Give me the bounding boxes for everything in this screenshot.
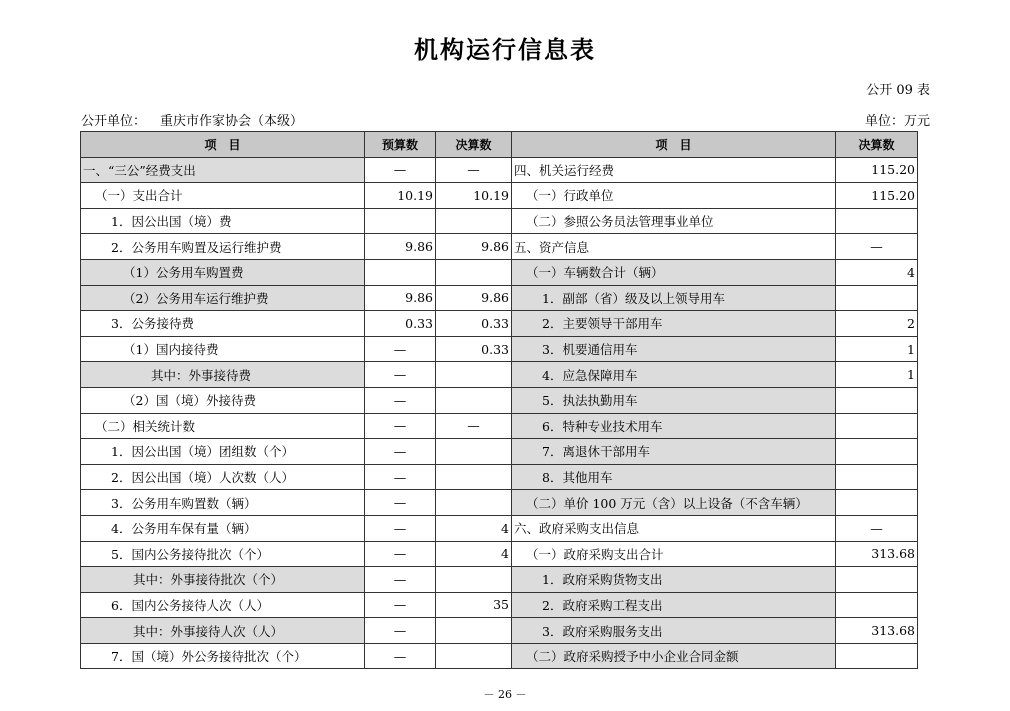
operations-info-table bbox=[80, 131, 918, 669]
row-final-left bbox=[436, 387, 512, 413]
header-budget: 预算数 bbox=[365, 132, 436, 158]
row-budget bbox=[365, 259, 436, 285]
row-final-right bbox=[836, 285, 918, 311]
row-final-left bbox=[436, 643, 512, 669]
row-final-left: 35 bbox=[436, 592, 512, 618]
table-row bbox=[81, 439, 918, 465]
row-final-right bbox=[836, 464, 918, 490]
row-final-left bbox=[436, 567, 512, 593]
row-final-left: 9.86 bbox=[436, 234, 512, 260]
row-final-left bbox=[436, 464, 512, 490]
row-item-right: 六、政府采购支出信息 bbox=[512, 515, 836, 541]
row-budget: — bbox=[365, 643, 436, 669]
row-final-left: 10.19 bbox=[436, 183, 512, 209]
table-row bbox=[81, 592, 918, 618]
row-item-left: 3．公务用车购置数（辆） bbox=[81, 490, 365, 516]
row-final-right: 2 bbox=[836, 311, 918, 337]
table-row bbox=[81, 387, 918, 413]
row-item-right: 2．主要领导干部用车 bbox=[512, 311, 836, 337]
row-item-left: 其中：外事接待人次（人） bbox=[81, 618, 365, 644]
table-header-row bbox=[81, 132, 918, 158]
reporting-unit bbox=[81, 110, 317, 129]
table-row bbox=[81, 464, 918, 490]
table-row bbox=[81, 515, 918, 541]
row-item-right: （二）参照公务员法管理事业单位 bbox=[512, 208, 836, 234]
row-item-right: 1．政府采购货物支出 bbox=[512, 567, 836, 593]
row-item-left: 5．国内公务接待批次（个） bbox=[81, 541, 365, 567]
table-row bbox=[81, 567, 918, 593]
table-row bbox=[81, 259, 918, 285]
row-item-right: 1．副部（省）级及以上领导用车 bbox=[512, 285, 836, 311]
row-final-left: 0.33 bbox=[436, 336, 512, 362]
row-item-right: 7．离退休干部用车 bbox=[512, 439, 836, 465]
row-final-right bbox=[836, 643, 918, 669]
row-item-left: 6．国内公务接待人次（人） bbox=[81, 592, 365, 618]
row-budget: — bbox=[365, 439, 436, 465]
row-item-right: 4．应急保障用车 bbox=[512, 362, 836, 388]
row-item-left: （1）国内接待费 bbox=[81, 336, 365, 362]
row-final-right: 313.68 bbox=[836, 618, 918, 644]
header-final-right: 决算数 bbox=[836, 132, 918, 158]
row-item-left: 4．公务用车保有量（辆） bbox=[81, 515, 365, 541]
row-final-right: 1 bbox=[836, 336, 918, 362]
row-budget bbox=[365, 208, 436, 234]
table-row bbox=[81, 413, 918, 439]
row-budget: — bbox=[365, 387, 436, 413]
row-item-left: （2）国（境）外接待费 bbox=[81, 387, 365, 413]
table-row bbox=[81, 285, 918, 311]
row-final-left: 0.33 bbox=[436, 311, 512, 337]
row-budget: — bbox=[365, 592, 436, 618]
row-item-left: 1．因公出国（境）费 bbox=[81, 208, 365, 234]
row-final-left bbox=[436, 208, 512, 234]
row-final-right bbox=[836, 208, 918, 234]
page-title: 机构运行信息表 bbox=[414, 36, 596, 64]
row-final-right: — bbox=[836, 515, 918, 541]
row-item-right: （一）车辆数合计（辆） bbox=[512, 259, 836, 285]
table-row bbox=[81, 643, 918, 669]
row-item-right: 3．机要通信用车 bbox=[512, 336, 836, 362]
row-item-right: 四、机关运行经费 bbox=[512, 157, 836, 183]
table-row bbox=[81, 208, 918, 234]
row-budget: — bbox=[365, 336, 436, 362]
row-final-right: 1 bbox=[836, 362, 918, 388]
row-item-right: 8．其他用车 bbox=[512, 464, 836, 490]
row-item-left: 其中：外事接待费 bbox=[81, 362, 365, 388]
table-row bbox=[81, 336, 918, 362]
form-number: 公开 09 表 bbox=[866, 83, 930, 98]
row-item-right: 6．特种专业技术用车 bbox=[512, 413, 836, 439]
row-budget: — bbox=[365, 157, 436, 183]
row-budget: — bbox=[365, 541, 436, 567]
row-item-left: 2．因公出国（境）人次数（人） bbox=[81, 464, 365, 490]
row-item-left: （1）公务用车购置费 bbox=[81, 259, 365, 285]
row-final-right bbox=[836, 490, 918, 516]
row-final-left: — bbox=[436, 157, 512, 183]
row-item-left: 1．因公出国（境）团组数（个） bbox=[81, 439, 365, 465]
row-item-left: 3．公务接待费 bbox=[81, 311, 365, 337]
row-budget: 0.33 bbox=[365, 311, 436, 337]
reporting-unit-label: 公开单位： bbox=[81, 114, 147, 129]
header-item-right: 项 目 bbox=[512, 132, 836, 158]
row-item-right: （二）单价 100 万元（含）以上设备（不含车辆） bbox=[512, 490, 836, 516]
row-item-right: （二）政府采购授予中小企业合同金额 bbox=[512, 643, 836, 669]
row-final-right bbox=[836, 567, 918, 593]
row-final-right bbox=[836, 387, 918, 413]
row-final-left bbox=[436, 490, 512, 516]
table-row bbox=[81, 311, 918, 337]
table-row bbox=[81, 234, 918, 260]
row-budget: — bbox=[365, 618, 436, 644]
row-item-right: 五、资产信息 bbox=[512, 234, 836, 260]
row-final-left bbox=[436, 439, 512, 465]
row-budget: — bbox=[365, 515, 436, 541]
row-final-left: — bbox=[436, 413, 512, 439]
table-row bbox=[81, 157, 918, 183]
row-item-left: （一）支出合计 bbox=[81, 183, 365, 209]
currency-unit: 单位：万元 bbox=[864, 114, 930, 129]
row-final-right: — bbox=[836, 234, 918, 260]
row-final-left: 4 bbox=[436, 541, 512, 567]
row-final-right bbox=[836, 413, 918, 439]
table-row bbox=[81, 362, 918, 388]
table-row bbox=[81, 183, 918, 209]
table-row bbox=[81, 541, 918, 567]
row-budget: — bbox=[365, 362, 436, 388]
header-item-left: 项 目 bbox=[81, 132, 365, 158]
row-final-left bbox=[436, 362, 512, 388]
row-final-left: 4 bbox=[436, 515, 512, 541]
row-budget: — bbox=[365, 490, 436, 516]
row-item-right: 2．政府采购工程支出 bbox=[512, 592, 836, 618]
row-budget: 9.86 bbox=[365, 234, 436, 260]
row-item-left: （2）公务用车运行维护费 bbox=[81, 285, 365, 311]
table-row bbox=[81, 490, 918, 516]
row-budget: — bbox=[365, 464, 436, 490]
row-final-left: 9.86 bbox=[436, 285, 512, 311]
row-final-left bbox=[436, 618, 512, 644]
row-budget: 9.86 bbox=[365, 285, 436, 311]
row-item-left: 7．国（境）外公务接待批次（个） bbox=[81, 643, 365, 669]
reporting-unit-name: 重庆市作家协会（本级） bbox=[160, 114, 304, 129]
row-item-right: （一）政府采购支出合计 bbox=[512, 541, 836, 567]
row-final-right: 115.20 bbox=[836, 157, 918, 183]
row-final-right: 313.68 bbox=[836, 541, 918, 567]
row-item-left: 2．公务用车购置及运行维护费 bbox=[81, 234, 365, 260]
row-final-left bbox=[436, 259, 512, 285]
row-budget: — bbox=[365, 413, 436, 439]
table-row bbox=[81, 618, 918, 644]
page-number: － 26 － bbox=[483, 688, 527, 701]
row-budget: 10.19 bbox=[365, 183, 436, 209]
row-item-left: 其中：外事接待批次（个） bbox=[81, 567, 365, 593]
row-item-right: （一）行政单位 bbox=[512, 183, 836, 209]
row-item-right: 3．政府采购服务支出 bbox=[512, 618, 836, 644]
header-final-left: 决算数 bbox=[436, 132, 512, 158]
row-final-right: 115.20 bbox=[836, 183, 918, 209]
row-item-right: 5．执法执勤用车 bbox=[512, 387, 836, 413]
row-budget: — bbox=[365, 567, 436, 593]
row-item-left: 一、“三公”经费支出 bbox=[81, 157, 365, 183]
row-final-right bbox=[836, 592, 918, 618]
row-final-right bbox=[836, 439, 918, 465]
row-final-right: 4 bbox=[836, 259, 918, 285]
row-item-left: （二）相关统计数 bbox=[81, 413, 365, 439]
